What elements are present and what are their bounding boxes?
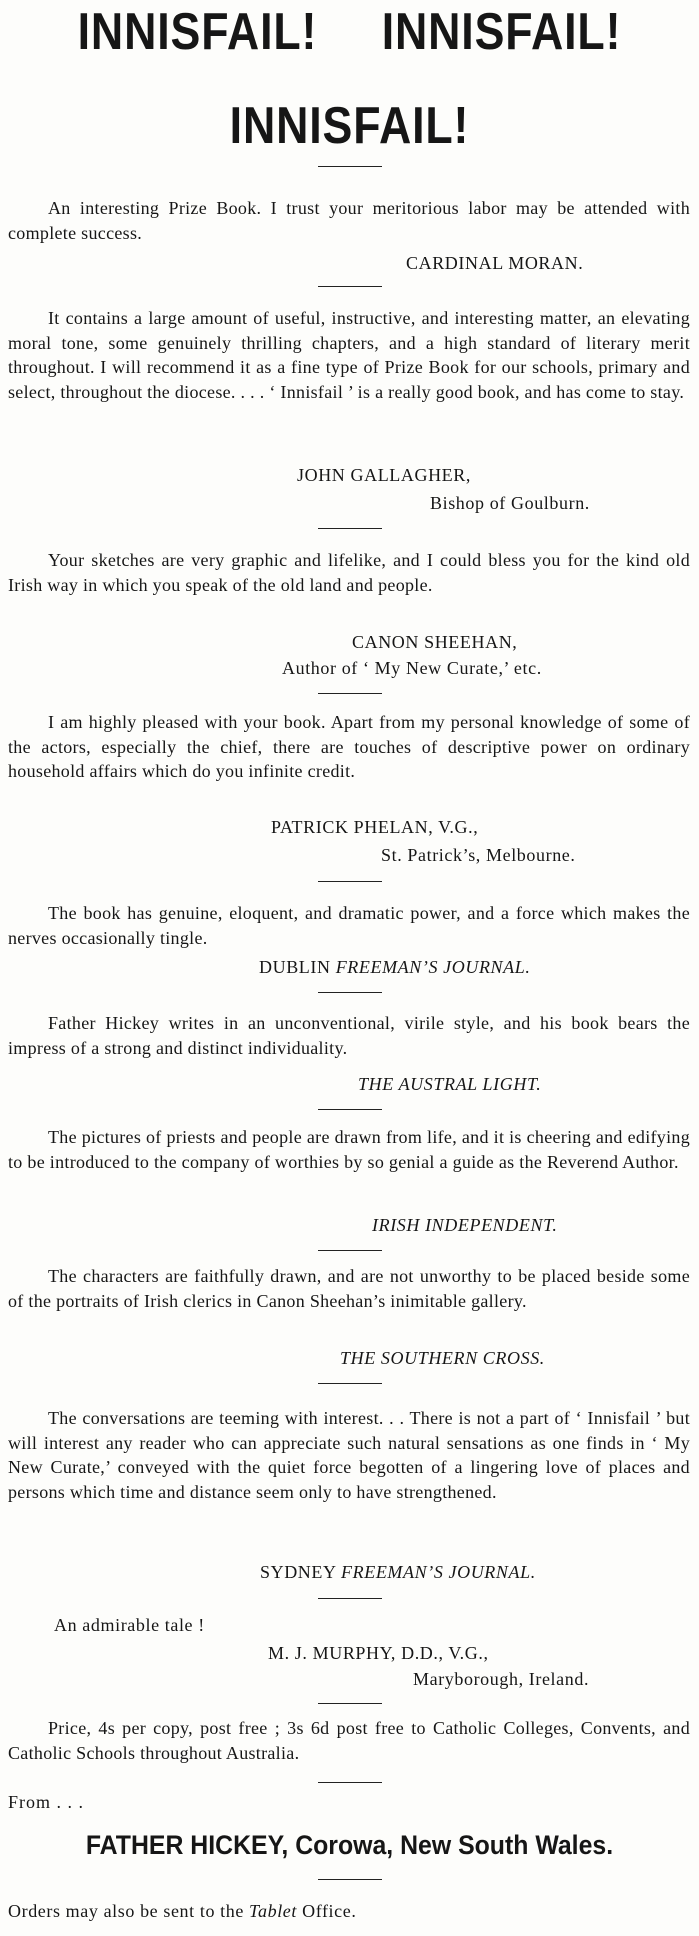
divider [318, 992, 382, 993]
price-note: Price, 4s per copy, post free ; 3s 6d post free to Catholic Colleges, Convents, and Catholic Schools throughout Australia. [8, 1718, 690, 1763]
testimonial-text: The characters are faithfully drawn, and are not unworthy to be placed beside some of the portraits of Irish clerics in Canon Sheehan’s inimitable gallery. [8, 1266, 690, 1311]
divider [318, 1782, 382, 1783]
testimonial-signature: CANON SHEEHAN, [352, 632, 518, 652]
testimonial-text: It contains a large amount of useful, instructive, and interesting matter, an elevating moral tone, some genuinely thrilling chapters, and a high standard of literary merit throughout. I will recommend it as a fine type of Prize Book for our schools, primary and select, throughout the diocese. . . . ‘ Innisfail ’ is a really good book, and has come to stay. [8, 308, 690, 402]
testimonial-signature: CARDINAL MORAN. [406, 253, 584, 273]
testimonial-text: An interesting Prize Book. I trust your meritorious labor may be attended with complete success. [8, 198, 690, 243]
testimonial-signature-title: Maryborough, Ireland. [413, 1669, 590, 1689]
orders-prefix: Orders may also be sent to the [8, 1901, 250, 1921]
testimonial-signature [372, 1213, 557, 1237]
testimonial-text: Father Hickey writes in an unconventional, virile style, and his book bears the impress of a strong and distinct individuality. [8, 1013, 690, 1058]
divider [318, 286, 382, 287]
testimonial-signature-title: Author of ‘ My New Curate,’ etc. [282, 658, 542, 678]
testimonial-signature: JOHN GALLAGHER, [297, 465, 471, 485]
divider [318, 1109, 382, 1110]
headline-row-2: INNISFAIL! [229, 97, 470, 155]
testimonial-signature: PATRICK PHELAN, V.G., [271, 817, 479, 837]
testimonial-signature [340, 1346, 545, 1370]
orders-suffix: Office. [297, 1901, 357, 1921]
from-label: From . . . [8, 1792, 85, 1812]
testimonial-signature [259, 955, 530, 979]
orders-publication: Tablet [249, 1901, 297, 1921]
divider [318, 1250, 382, 1251]
testimonial-text: An admirable tale ! [54, 1615, 205, 1635]
testimonial-signature [358, 1072, 541, 1096]
divider [318, 1703, 382, 1704]
publisher-address: FATHER HICKEY, Corowa, New South Wales. [85, 1830, 614, 1860]
divider [318, 693, 382, 694]
signature-publication: THE AUSTRAL LIGHT. [358, 1074, 542, 1094]
signature-publication: IRISH INDEPENDENT. [372, 1215, 558, 1235]
signature-publication: FREEMAN’S JOURNAL. [341, 1562, 536, 1582]
testimonial-text: The pictures of priests and people are drawn from life, and it is cheering and edifying to be introduced to the company of worthies by so genial a guide as the Reverend Author. [8, 1127, 690, 1172]
testimonial-signature-title: Bishop of Goulburn. [430, 493, 590, 513]
divider [318, 166, 382, 167]
divider [318, 881, 382, 882]
signature-publication: THE SOUTHERN CROSS. [340, 1348, 545, 1368]
testimonial-text: The book has genuine, eloquent, and dramatic power, and a force which makes the nerves occasionally tingle. [8, 903, 690, 948]
divider [318, 1598, 382, 1599]
testimonial-signature-title: St. Patrick’s, Melbourne. [381, 845, 576, 865]
divider [318, 1879, 382, 1880]
testimonial-text: Your sketches are very graphic and lifelike, and I could bless you for the kind old Irish way in which you speak of the old land and people. [8, 550, 690, 595]
headline-right: INNISFAIL! [381, 3, 622, 61]
headline-row-1 [49, 4, 650, 60]
testimonial-signature [260, 1560, 536, 1584]
testimonial-text: The conversations are teeming with interest. . . There is not a part of ‘ Innisfail ’ but will interest any reader who can appreciate such natural sensations as one finds in ‘ My New Curate,’ conveyed with the quiet force begotten of a lingering love of places and persons which time and distance seem only to have strengthened. [8, 1408, 690, 1502]
signature-prefix: DUBLIN [259, 957, 336, 977]
signature-publication: FREEMAN’S JOURNAL. [335, 957, 531, 977]
testimonial-text: I am highly pleased with your book. Apart from my personal knowledge of some of the actors, especially the chief, there are touches of descriptive power on ordinary household affairs which do you infinite credit. [8, 712, 690, 782]
orders-note [8, 1901, 356, 1922]
divider [318, 528, 382, 529]
divider [318, 1383, 382, 1384]
signature-prefix: SYDNEY [260, 1562, 342, 1582]
testimonial-signature: M. J. MURPHY, D.D., V.G., [268, 1643, 489, 1663]
headline-left: INNISFAIL! [77, 3, 318, 61]
